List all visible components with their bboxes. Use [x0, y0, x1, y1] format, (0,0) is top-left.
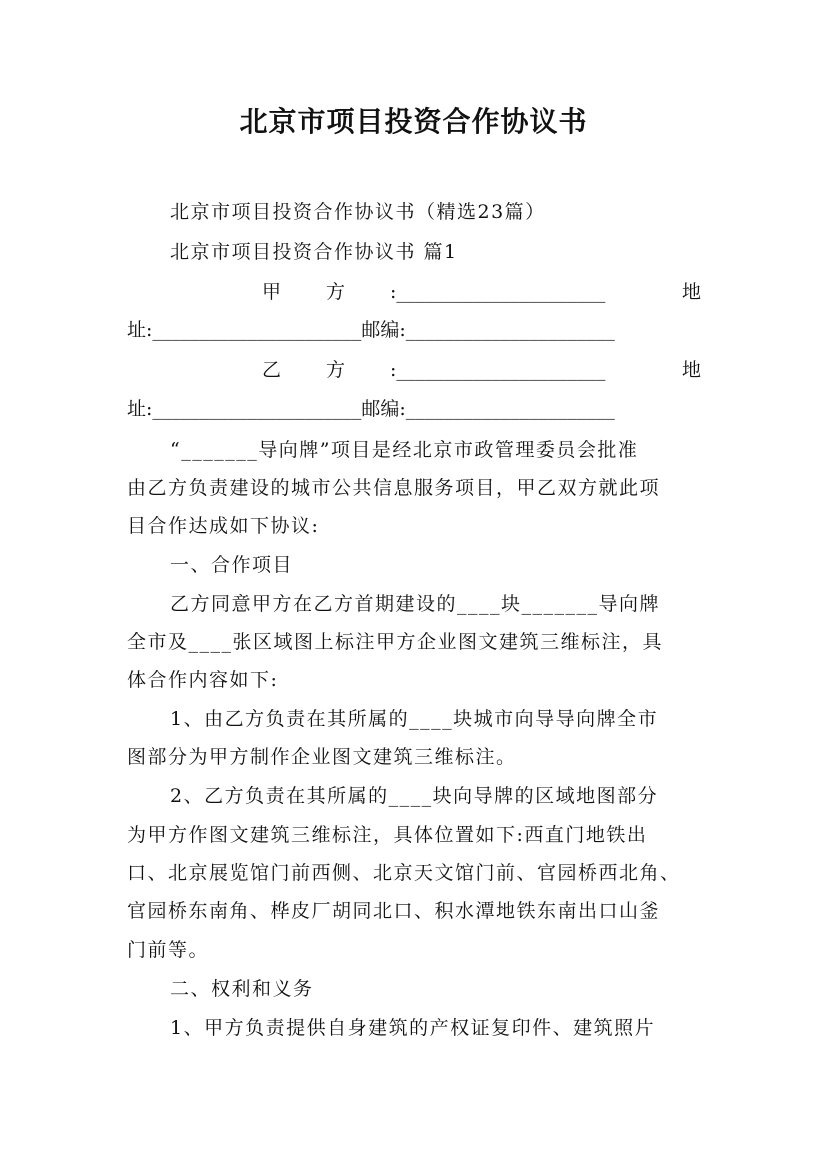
party-b-char2: 方: [326, 359, 347, 381]
party-a-char1: 甲: [262, 281, 283, 303]
party-b-trail: 地: [682, 359, 703, 381]
party-b-address: 址:______________________邮编:______________________: [127, 398, 615, 420]
party-a-address: 址:______________________邮编:______________________: [127, 319, 615, 341]
item1-line-1: 1、由乙方负责在其所属的____块城市向导导向牌全市: [170, 708, 659, 730]
party-a-char2: 方: [326, 281, 347, 303]
item1-line-2: 图部分为甲方制作企业图文建筑三维标注。: [127, 746, 517, 768]
item2-line-4: 官园桥东南角、桦皮厂胡同北口、积水潭地铁东南出口山釜: [127, 900, 661, 922]
party-b-blank: :______________________: [390, 359, 606, 381]
party-a-trail: 地: [682, 281, 703, 303]
p1-line-2: 全市及____张区域图上标注甲方企业图文建筑三维标注，具: [127, 631, 664, 653]
item3-line-1: 1、甲方负责提供自身建筑的产权证复印件、建筑照片: [170, 1017, 656, 1039]
intro-line-3: 目合作达成如下协议:: [127, 515, 320, 537]
item2-line-5: 门前等。: [127, 939, 210, 961]
document-title: 北京市项目投资合作协议书: [239, 105, 588, 138]
heading-rights: 二、权利和义务: [170, 978, 314, 1000]
party-b-char1: 乙: [262, 359, 283, 381]
party-a-blank: :______________________: [390, 281, 606, 303]
item2-line-3: 口、北京展览馆门前西侧、北京天文馆门前、官园桥西北角、: [127, 862, 681, 884]
intro-line-1: “_______导向牌”项目是经北京市政管理委员会批准: [170, 439, 639, 461]
section-heading: 北京市项目投资合作协议书 篇1: [170, 241, 458, 263]
heading-cooperation: 一、合作项目: [170, 554, 294, 576]
p1-line-3: 体合作内容如下:: [127, 669, 279, 691]
intro-line-2: 由乙方负责建设的城市公共信息服务项目，甲乙双方就此项: [127, 477, 661, 499]
item2-line-1: 2、乙方负责在其所属的____块向导牌的区域地图部分: [170, 785, 659, 807]
item2-line-2: 为甲方作图文建筑三维标注，具体位置如下:西直门地铁出: [127, 824, 648, 846]
subtitle: 北京市项目投资合作协议书（精选23篇）: [170, 201, 546, 223]
p1-line-1: 乙方同意甲方在乙方首期建设的____块_______导向牌: [170, 593, 661, 615]
